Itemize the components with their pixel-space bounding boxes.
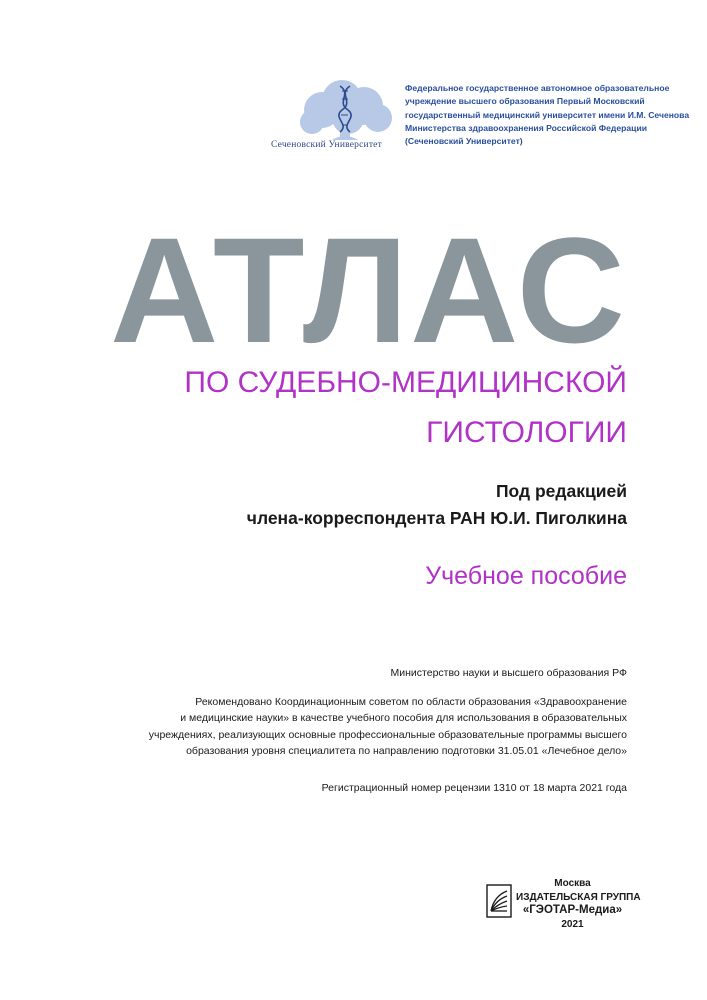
publisher-group: ИЗДАТЕЛЬСКАЯ ГРУППА [516, 891, 641, 903]
registration-line: Регистрационный номер рецензии 1310 от 18 марта 2021 года [321, 782, 627, 794]
institution-line: государственный медицинский университет имени И.М. Сеченова [405, 109, 690, 120]
book-subtitle-line: ГИСТОЛОГИИ [426, 416, 627, 449]
book-title: АТЛАС [110, 206, 627, 374]
publisher-city: Москва [554, 878, 591, 889]
recommendation-block [149, 694, 627, 759]
publisher-name: «ГЭОТАР-Медиа» [522, 904, 623, 916]
institution-block [405, 82, 690, 148]
institution-line: Министерства здравоохранения Российской Федерации [405, 122, 648, 133]
institution-line: (Сеченовский Университет) [405, 136, 523, 147]
publication-year: 2021 [561, 918, 584, 930]
document-type: Учебное пособие [425, 562, 627, 590]
university-name: Сеченовский Университет [271, 140, 382, 150]
editor-line: Под редакцией [495, 481, 627, 501]
geotar-logo-icon [486, 884, 512, 918]
editor-line: члена-корреспондента РАН Ю.И. Пиголкина [246, 508, 627, 528]
recommendation-line: Рекомендовано Координационным советом по области образования «Здравоохранение [195, 696, 627, 708]
ministry-line: Министерство науки и высшего образования РФ [390, 667, 627, 679]
tree-dna-logo-icon [292, 80, 400, 142]
institution-line: Федеральное государственное автономное образовательное [405, 83, 670, 93]
recommendation-line: образования уровня специалитета по направлению подготовки 31.05.01 «Лечебное дело» [186, 744, 627, 757]
recommendation-line: и медицинские науки» в качестве учебного пособия для использования в образовательных [180, 712, 627, 725]
book-subtitle-line: ПО СУДЕБНО-МЕДИЦИНСКОЙ [184, 366, 627, 399]
publisher-block [516, 877, 641, 931]
recommendation-line: учреждениях, реализующих основные профессиональные образовательные программы высшего [148, 728, 627, 741]
institution-line: учреждение высшего образования Первый Московский [405, 96, 645, 107]
